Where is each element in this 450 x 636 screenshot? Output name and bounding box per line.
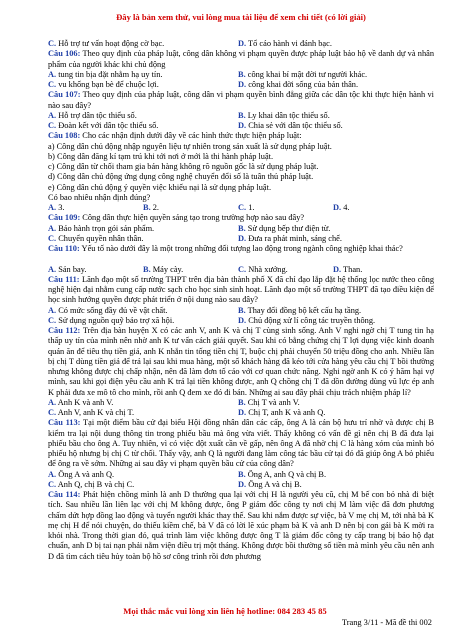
answer-option bbox=[48, 408, 238, 418]
statement-line: b) Công dân đăng kí tạm trú khi tới nơi ở mới là thi hành pháp luật. bbox=[48, 151, 274, 161]
answer-row bbox=[48, 234, 434, 244]
answer-option bbox=[238, 70, 428, 80]
option-text: Chia sẻ với dân tộc thiểu số. bbox=[246, 121, 343, 130]
option-label: B. bbox=[238, 397, 246, 407]
option-text: Đoàn kết với dân tộc thiểu số. bbox=[56, 121, 159, 130]
answer-option bbox=[238, 39, 428, 49]
question-text: Yếu tố nào dưới đây là một trong những đối tượng lao động trong ngành công nghiệp khai thác? bbox=[79, 244, 403, 253]
option-text: vu khống bạn bè để chuộc lợi. bbox=[56, 80, 159, 89]
answer-option bbox=[238, 480, 428, 490]
option-text: 2. bbox=[150, 203, 159, 212]
option-text: Sử dụng nguồn quỹ bảo trợ xã hội. bbox=[56, 315, 175, 325]
statement-line: Có bao nhiêu nhận định đúng? bbox=[48, 192, 151, 202]
statement-line: d) Công dân chủ động ứng dụng công nghệ chuyển đổi số là tuân thủ pháp luật. bbox=[48, 172, 314, 182]
answer-option bbox=[48, 470, 238, 480]
option-text: Ông A và anh Q. bbox=[56, 469, 115, 479]
answer-option bbox=[48, 224, 238, 234]
option-text: Than. bbox=[341, 264, 363, 274]
option-label: C. bbox=[48, 39, 57, 48]
answer-option bbox=[48, 265, 143, 275]
option-label: A. bbox=[48, 203, 57, 212]
option-label: C. bbox=[48, 315, 57, 325]
option-text: Máy cày. bbox=[150, 264, 184, 274]
question bbox=[48, 275, 434, 306]
option-text: Tổ cáo hành vi đánh bạc. bbox=[246, 39, 332, 48]
answer-row bbox=[48, 121, 434, 131]
question bbox=[48, 418, 434, 469]
answer-option bbox=[238, 224, 428, 234]
answer-row bbox=[48, 398, 434, 408]
question-number: Câu 113: bbox=[48, 418, 81, 428]
option-label: C. bbox=[238, 264, 247, 274]
option-label: B. bbox=[238, 110, 246, 120]
option-label: D. bbox=[238, 80, 247, 89]
option-label: B. bbox=[238, 305, 246, 315]
question bbox=[48, 213, 434, 223]
question bbox=[48, 244, 434, 265]
option-text: 3. bbox=[56, 203, 65, 212]
answer-row bbox=[48, 306, 434, 316]
option-label: A. bbox=[48, 469, 57, 479]
answer-option bbox=[333, 265, 428, 275]
answer-row bbox=[48, 316, 434, 326]
option-label: C. bbox=[238, 203, 247, 212]
answer-row bbox=[48, 265, 434, 275]
answer-row bbox=[48, 224, 434, 234]
answer-option bbox=[238, 316, 428, 326]
option-label: C. bbox=[48, 80, 57, 89]
answer-option bbox=[143, 265, 238, 275]
option-label: A. bbox=[48, 110, 57, 120]
option-text: Hỗ trợ dân tộc thiểu số. bbox=[56, 110, 137, 120]
answer-option bbox=[48, 111, 238, 121]
question-text: Theo quy định của pháp luật, công dân vi phạm quyền bình đẳng giữa các dân tộc khi thực hiện hành vi nào sau đây? bbox=[48, 90, 434, 110]
option-label: A. bbox=[48, 69, 57, 79]
page-number: Trang 3/11 - Mã đề thi 002 bbox=[341, 618, 432, 627]
question bbox=[48, 49, 434, 70]
option-text: Nhà xưởng. bbox=[246, 264, 288, 274]
option-label: C. bbox=[48, 408, 57, 417]
option-label: D. bbox=[238, 408, 247, 417]
option-label: D. bbox=[238, 479, 247, 489]
answer-option bbox=[333, 203, 428, 213]
answer-option bbox=[48, 121, 238, 131]
answer-row bbox=[48, 203, 434, 213]
option-text: Chủ động xử lí công tác truyền thông. bbox=[246, 315, 376, 325]
answer-option bbox=[48, 316, 238, 326]
option-label: B. bbox=[143, 264, 151, 274]
option-label: D. bbox=[238, 39, 247, 48]
answer-row bbox=[48, 39, 434, 49]
answer-option bbox=[48, 398, 238, 408]
option-text: Đưa ra phát minh, sáng chế. bbox=[246, 233, 342, 243]
option-label: A. bbox=[48, 264, 57, 274]
option-label: A. bbox=[48, 397, 57, 407]
answer-option bbox=[238, 306, 428, 316]
question-text: Trên địa bàn huyện X có các anh V, anh K và chị T cùng sinh sống. Anh V nghi ngờ chị T tung tin hạ thấp uy tín của mình nên nhờ anh K tư vấn cách giải quyết. Sau khi có bằng chứng chị T lợi dụng việc kinh doanh quán ăn để tiêu thụ tiền giả, anh K nhắn tin tống tiền chị T, buộc chị phải chuyển 50 triệu đồng cho anh. Nhiều lần bị chị T dùng tiền giả để trả lại sau khi mua hàng, một số khách hàng đã kéo tới cửa hàng yêu cầu chị T bồi thường nhưng không được chị chấp nhận, nên đã làm đơn tố cáo với cơ quan chức năng. Nghi ngờ anh K có ý hăm hại vợ mình, sau khi gọi điện yêu cầu anh K trả lại tiền không được, anh Q chồng chị T đã dồn đường dùng vũ lực ép anh K phải đưa xe mô tô cho mình, rồi anh Q đem xe đó đi bán. Những ai sau đây phải chịu trách nhiệm pháp lí? bbox=[48, 326, 434, 397]
option-label: B. bbox=[238, 223, 246, 233]
option-label: A. bbox=[48, 305, 57, 315]
answer-option bbox=[238, 470, 428, 480]
option-label: A. bbox=[48, 223, 57, 233]
answer-row bbox=[48, 111, 434, 121]
question-number: Câu 109: bbox=[48, 213, 81, 223]
answer-row bbox=[48, 470, 434, 480]
option-text: Ông A, anh Q và chị B. bbox=[245, 469, 327, 479]
option-text: Thay đổi đồng bộ kết cấu hạ tầng. bbox=[245, 305, 362, 315]
preview-banner: Đây là bản xem thử, vui lòng mua tài liệu để xem chi tiết (có lời giải) bbox=[116, 12, 366, 22]
question-text: Công dân thực hiện quyền sáng tạo trong trường hợp nào sau đây? bbox=[80, 213, 305, 223]
option-text: Chị T và anh V. bbox=[245, 397, 300, 407]
option-text: Có mức sống đầy đủ về vật chất. bbox=[56, 305, 168, 315]
answer-option bbox=[143, 203, 238, 213]
option-text: 4. bbox=[341, 203, 350, 212]
answer-option bbox=[238, 121, 428, 131]
question-text: Theo quy định của pháp luật, công dân không vi phạm quyền được pháp luật bảo hộ về danh dự và nhân phẩm của người khác khi chủ động bbox=[48, 49, 434, 69]
answer-option bbox=[48, 80, 238, 90]
option-label: B. bbox=[238, 69, 246, 79]
option-text: tung tin bịa đặt nhằm hạ uy tín. bbox=[56, 69, 163, 79]
option-text: Sử dụng bếp thư điện từ. bbox=[245, 223, 331, 233]
question-number: Câu 111: bbox=[48, 274, 80, 284]
option-label: D. bbox=[238, 315, 247, 325]
option-text: Chị T, anh K và anh Q. bbox=[246, 408, 326, 417]
option-text: Ly khai dân tộc thiểu số. bbox=[245, 110, 330, 120]
exam-content bbox=[48, 24, 434, 562]
statement-line: a) Công dân chủ động nhập nguyên liệu tự nhiên trong sản xuất là sử dụng pháp luật. bbox=[48, 141, 332, 151]
option-text: công khai đời sống của bản thân. bbox=[246, 80, 359, 89]
answer-option bbox=[238, 408, 428, 418]
option-label: D. bbox=[238, 233, 247, 243]
option-text: công khai bí mật đời tư người khác. bbox=[245, 69, 368, 79]
answer-row bbox=[48, 70, 434, 80]
question bbox=[48, 326, 434, 398]
option-text: Ông A và chị B. bbox=[246, 479, 302, 489]
option-text: Bảo hành trọn gói sản phẩm. bbox=[56, 223, 155, 233]
answer-option bbox=[48, 306, 238, 316]
question bbox=[48, 490, 434, 562]
option-label: D. bbox=[333, 264, 342, 274]
answer-option bbox=[238, 398, 428, 408]
question-number: Câu 112: bbox=[48, 326, 81, 335]
question-text: Cho các nhận định dưới đây về các hình thức thực hiện pháp luật: bbox=[80, 131, 302, 141]
answer-option bbox=[238, 203, 333, 213]
option-text: Anh K và anh V. bbox=[56, 397, 114, 407]
question-number: Câu 114: bbox=[48, 490, 81, 499]
option-label: B. bbox=[143, 203, 151, 212]
option-text: Anh V, anh K và chị T. bbox=[56, 408, 135, 417]
option-text: Sản bay. bbox=[56, 264, 87, 274]
statement-line: c) Công dân từ chối tham gia bán hàng không rõ nguồn gốc là sử dụng pháp luật. bbox=[48, 162, 319, 171]
option-text: 1. bbox=[246, 203, 255, 212]
question-number: Câu 106: bbox=[48, 49, 81, 59]
answer-option bbox=[48, 39, 238, 49]
option-label: D. bbox=[238, 121, 247, 130]
answer-option bbox=[48, 203, 143, 213]
question-text: Lãnh đạo một số trường THPT trên địa bàn thành phố X đã chỉ đạo lắp đặt hệ thống lọc nước theo công nghệ hiện đại nhằm cung cấp nước sạch cho học sinh sinh hoạt. Lãnh đạo một số trường THPT đã tạo điều kiện để học sinh hướng quyền được phát triển ở nội dung nào sau đây? bbox=[48, 274, 434, 305]
answer-row bbox=[48, 80, 434, 90]
question bbox=[48, 131, 434, 141]
question bbox=[48, 90, 434, 111]
option-label: C. bbox=[48, 233, 57, 243]
answer-option bbox=[48, 70, 238, 80]
answer-option bbox=[48, 234, 238, 244]
question-number: Câu 108: bbox=[48, 131, 81, 141]
question-number: Câu 107: bbox=[48, 90, 81, 100]
hotline-link[interactable]: Mọi thắc mắc vui lòng xin liên hệ hotline: 084 283 45 85 bbox=[123, 606, 327, 616]
question-text: Phát hiện chồng mình là anh D thường qua lại với chị H là người yêu cũ, chị M bế con bỏ nhà đi biệt tích. Sau nhiều lần liên lạc với chị M không được, ông P giám đốc công ty nơi chị M làm việc đã đơn phương chấm dứt hợp đồng lao động và tuyển người khác thay thế. Sau khi nắm được sự việc, bà V mẹ chị M, tới nhà bà K mẹ chị H để nói chuyện, do thiếu kiềm chế, bà V đã có lời lẽ xúc phạm bà K và anh D nên bị con gái bà K mời ra khỏi nhà. Trong thời gian đó, quá trình làm việc không được ông T là giám đốc công ty cấp trang bị bảo hộ đạt chuẩn, anh D bị tai nạn phải nằm viện điều trị một tháng. Không được bồi thường số tiền mà mình yêu cầu nên anh D đã tìm cách tiêu hủy toàn bộ hồ sơ công trình rồi đơn phương bbox=[48, 490, 434, 561]
answer-option bbox=[238, 80, 428, 90]
option-label: D. bbox=[333, 203, 342, 212]
option-text: Anh Q, chị B và chị C. bbox=[56, 479, 135, 489]
option-text: Hỗ trợ tư vấn hoạt động cờ bạc. bbox=[56, 39, 165, 48]
option-label: C. bbox=[48, 121, 57, 130]
answer-row bbox=[48, 480, 434, 490]
answer-row bbox=[48, 408, 434, 418]
answer-option bbox=[238, 234, 428, 244]
answer-option bbox=[238, 265, 333, 275]
option-label: B. bbox=[238, 469, 246, 479]
question-text: Tại một điểm bầu cử đại biểu Hội đồng nhân dân các cấp, ông A là cán bộ hưu trí nhờ và được chị B kiểm tra lại nội dung thông tin trong phiếu bầu mà ông vừa viết. Thấy không có vấn đề gì nên chị B đã đưa lại phiếu bầu cho ông A. Tuy nhiên, vì có việc đột xuất cần về gấp, nên ông A đã nhờ chị C là hàng xóm của mình bỏ phiếu hộ nhưng bị chị C từ chối. Thấy vậy, anh Q là người đang làm công tác bầu cử tại đó đã giúp ông A bỏ phiếu để ông ra về sớm. Những ai sau đây vi phạm quyền bầu cử của công dân? bbox=[48, 418, 434, 469]
answer-option bbox=[48, 480, 238, 490]
question-number: Câu 110: bbox=[48, 244, 80, 253]
answer-option bbox=[238, 111, 428, 121]
option-text: Chuyển quyền nhân thân. bbox=[56, 233, 144, 243]
statement-line: e) Công dân chủ động ý quyền việc khiếu nại là sử dụng pháp luật. bbox=[48, 182, 272, 192]
option-label: C. bbox=[48, 479, 57, 489]
